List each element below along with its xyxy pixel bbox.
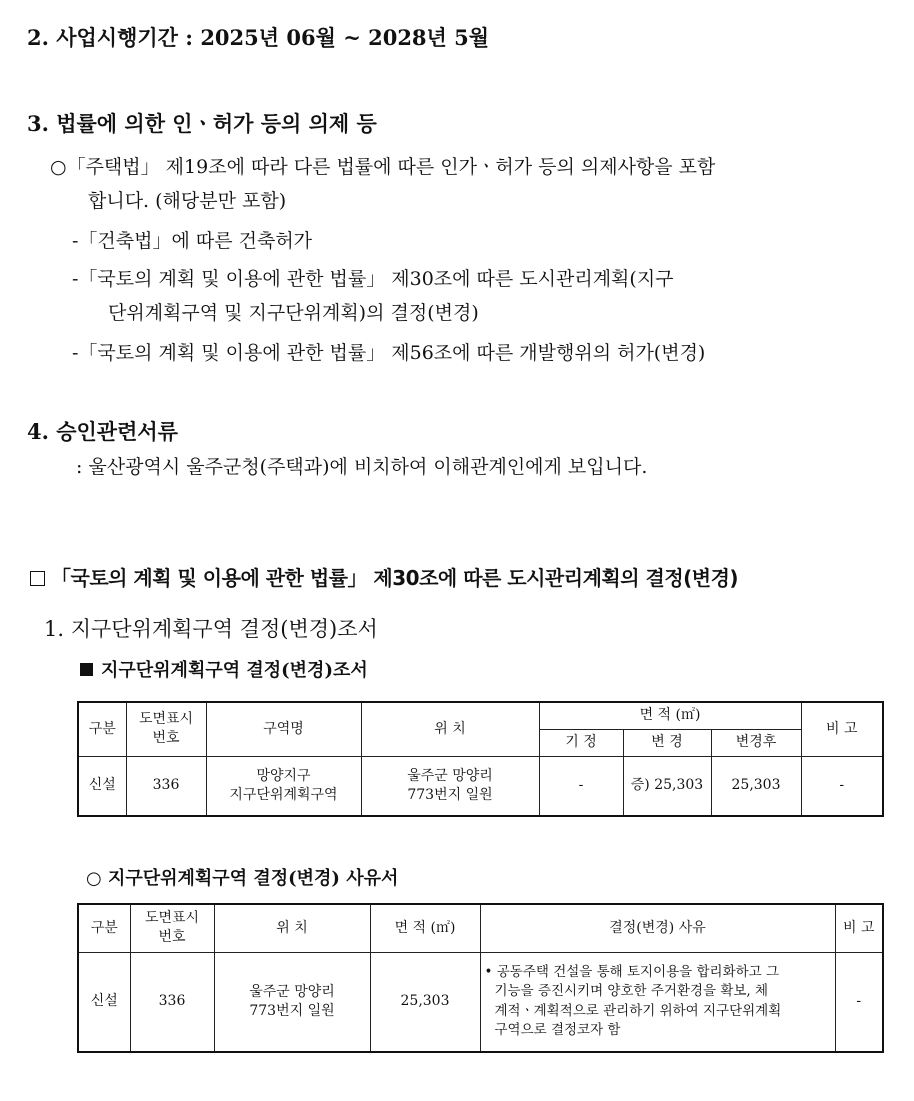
cell-after: 25,303	[711, 756, 801, 816]
header-area: 면 적 (㎡)	[539, 702, 801, 729]
header-location: 위 치	[214, 904, 370, 952]
header-area: 면 적 (㎡)	[370, 904, 480, 952]
zone-reason-table	[77, 903, 884, 1053]
header-reason: 결정(변경) 사유	[480, 904, 835, 952]
cell-gubun: 신설	[78, 952, 130, 1052]
cell-change: 증) 25,303	[623, 756, 711, 816]
cell-existing: -	[539, 756, 623, 816]
table-row	[78, 952, 883, 1052]
section-4-heading: 4. 승인관련서류	[27, 419, 178, 444]
table1-heading	[80, 656, 368, 682]
cell-map-number: 336	[126, 756, 206, 816]
header-map-number: 도면표시 번호	[126, 702, 206, 756]
section-3-item2a: -「국토의 계획 및 이용에 관한 법률」 제30조에 따른 도시관리계획(지구	[72, 268, 674, 290]
table-row	[78, 756, 883, 816]
banner-title	[30, 562, 738, 591]
section-3-line1: ○「주택법」 제19조에 따라 다른 법률에 따른 인가ㆍ허가 등의 의제사항을 포함	[50, 156, 716, 178]
section-2-heading: 2. 사업시행기간 : 2025년 06월 ~ 2028년 5월	[27, 25, 490, 50]
cell-map-number: 336	[130, 952, 214, 1052]
header-gubun: 구분	[78, 702, 126, 756]
header-location: 위 치	[361, 702, 539, 756]
header-map-number: 도면표시 번호	[130, 904, 214, 952]
cell-gubun: 신설	[78, 756, 126, 816]
table1-heading-text: 지구단위계획구역 결정(변경)조서	[101, 660, 368, 681]
cell-location: 울주군 망양리 773번지 일원	[361, 756, 539, 816]
banner-text: 「국토의 계획 및 이용에 관한 법률」 제30조에 따른 도시관리계획의 결정(변경)	[51, 566, 739, 590]
header-note: 비 고	[801, 702, 883, 756]
checkbox-square-icon	[30, 571, 45, 586]
cell-location: 울주군 망양리 773번지 일원	[214, 952, 370, 1052]
header-zone-name: 구역명	[206, 702, 361, 756]
header-note: 비 고	[835, 904, 883, 952]
header-after: 변경후	[711, 729, 801, 756]
section-3-line2: 합니다. (해당분만 포함)	[88, 190, 287, 212]
section-3-item2b: 단위계획구역 및 지구단위계획)의 결정(변경)	[108, 302, 479, 324]
section-4-body: : 울산광역시 울주군청(주택과)에 비치하여 이해관계인에게 보입니다.	[76, 456, 648, 478]
cell-note: -	[835, 952, 883, 1052]
sub-heading-1: 1. 지구단위계획구역 결정(변경)조서	[44, 617, 378, 641]
zone-decision-table	[77, 701, 884, 817]
table2-heading: ○ 지구단위계획구역 결정(변경) 사유서	[86, 868, 399, 889]
section-3-item1: -「건축법」에 따른 건축허가	[72, 230, 313, 252]
section-3-heading: 3. 법률에 의한 인ㆍ허가 등의 의제 등	[27, 111, 377, 136]
cell-note: -	[801, 756, 883, 816]
header-existing: 기 정	[539, 729, 623, 756]
cell-area: 25,303	[370, 952, 480, 1052]
filled-square-icon	[80, 663, 93, 676]
cell-zone-name: 망양지구 지구단위계획구역	[206, 756, 361, 816]
section-3-item3: -「국토의 계획 및 이용에 관한 법률」 제56조에 따른 개발행위의 허가(변경)	[72, 342, 706, 364]
header-gubun: 구분	[78, 904, 130, 952]
header-change: 변 경	[623, 729, 711, 756]
cell-reason: • 공동주택 건설을 통해 토지이용을 합리화하고 그 기능을 증진시키며 양호한 주거환경을 확보, 체 계적ㆍ계획적으로 관리하기 위하여 지구단위계획 구역으로 결정코자 함	[480, 952, 835, 1052]
